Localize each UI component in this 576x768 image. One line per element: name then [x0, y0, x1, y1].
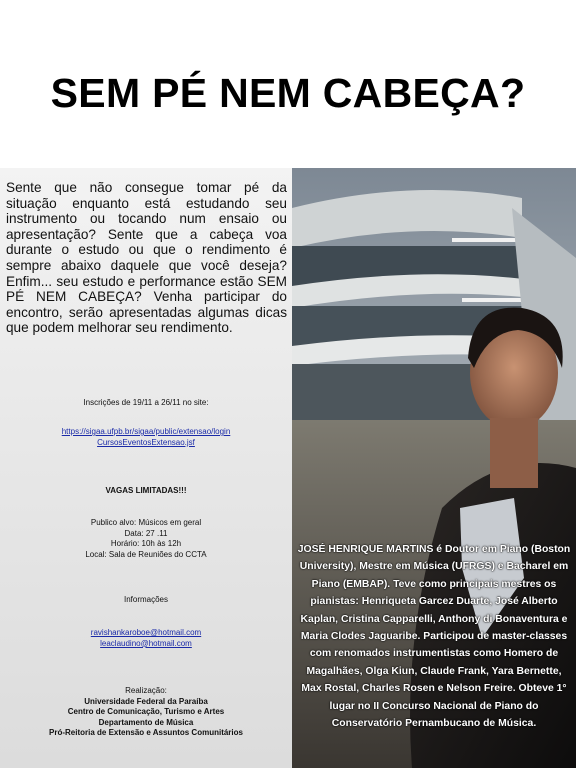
- photo-panel: [292, 168, 576, 768]
- detail-publico: Publico alvo: Músicos em geral: [90, 518, 202, 527]
- realizacao-block: [0, 686, 292, 739]
- realizacao-label: Realização:: [125, 686, 167, 695]
- registration-label: Inscrições de 19/11 a 26/11 no site:: [83, 398, 209, 407]
- detail-local: Local: Sala de Reuniões do CCTA: [85, 549, 207, 559]
- bio-text: JOSÉ HENRIQUE MARTINS é Doutor em Piano (Boston University), Mestre em Música (UFRGS) e Bacharel em Piano (EMBAP). Teve como principais mestres os pianistas: Henriqueta Garcez Duarte, José Alberto Kaplan, Cristina Capparelli, Anthony di Bonaventura e Maria Clodes Jaguaribe. Participou de master-classes com renomados instrumentistas como Homero de Magalhães, Olga Kiun, Claude Frank, Yara Bernette, Max Rostal, Charles Rosen e Nelson Freire. Obteve 1° lugar no II Concurso Nacional de Piano do Conservatório Pernambucano de Música.: [297, 544, 571, 730]
- info-label: Informações: [123, 595, 169, 604]
- email-link-2[interactable]: leaclaudino@hotmail.com: [100, 638, 192, 648]
- realizacao-line2: Centro de Comunicação, Turismo e Artes: [67, 707, 225, 717]
- title-area: [0, 0, 576, 168]
- email-link-1[interactable]: ravishankaroboe@hotmail.com: [90, 628, 202, 637]
- detail-data: Data: 27 .11: [124, 528, 168, 538]
- registration-link[interactable]: [0, 427, 292, 448]
- page-title: SEM PÉ NEM CABEÇA?: [50, 70, 526, 116]
- event-details: [0, 518, 292, 560]
- detail-horario: Horário: 10h às 12h: [110, 539, 182, 549]
- vagas-notice: VAGAS LIMITADAS!!!: [105, 486, 187, 495]
- left-panel: [0, 168, 292, 768]
- realizacao-line4: Pró-Reitoria de Extensão e Assuntos Comunitários: [49, 728, 243, 738]
- registration-link-line1[interactable]: https://sigaa.ufpb.br/sigaa/public/extensao/login: [61, 427, 231, 436]
- intro-paragraph: Sente que não consegue tomar pé da situação enquanto está estudando seu instrumento ou tocando num ensaio ou apresentação? Sente que a cabeça voa durante o estudo ou que o rendimento é sempre abaixo daquele que você deseja? Enfim... seu estudo e performance estão SEM PÉ NEM CABEÇA? Venha participar do encontro, serão apresentadas algumas dicas que podem melhorar seu rendimento.: [6, 180, 287, 336]
- realizacao-line3: Departamento de Música: [98, 717, 194, 727]
- info-emails: [0, 628, 292, 649]
- realizacao-line1: Universidade Federal da Paraíba: [84, 696, 208, 706]
- registration-link-line2[interactable]: CursosEventosExtensao.jsf: [97, 437, 195, 447]
